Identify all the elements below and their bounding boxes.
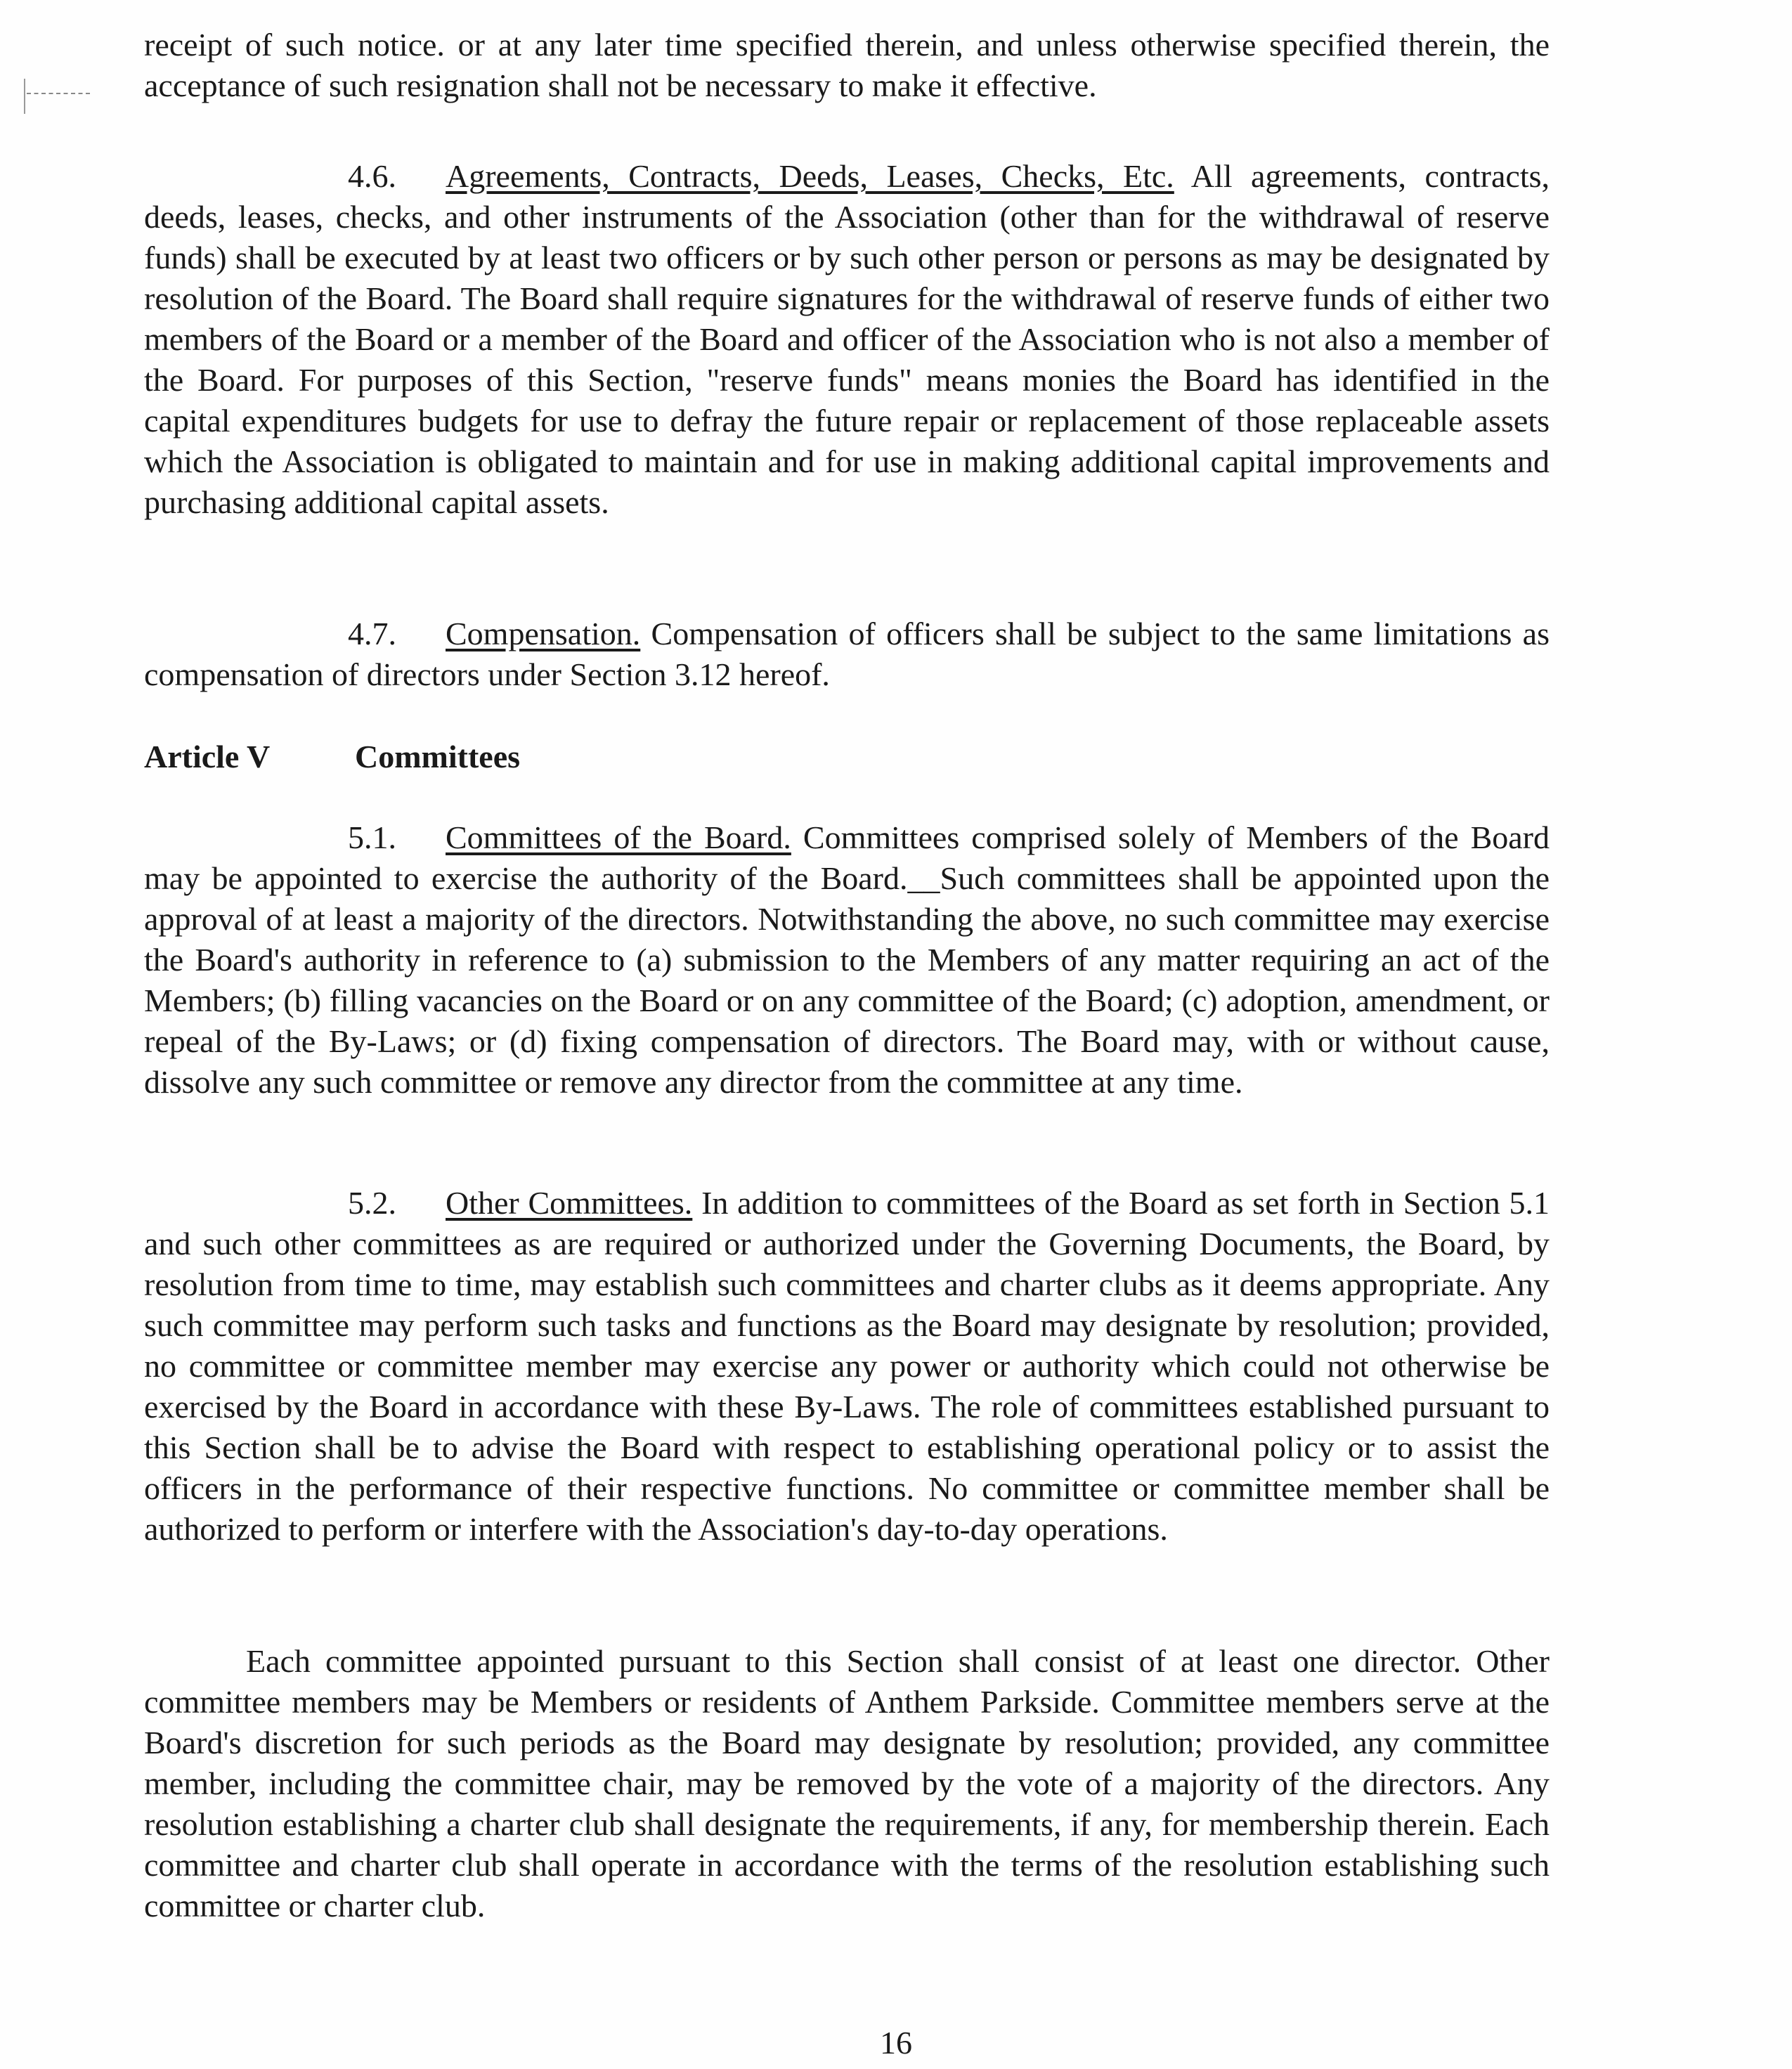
- section-body: All agreements, contracts, deeds, leases, checks, and other instruments of the Association (other than for the withdrawal of reserve funds) shall be executed by at least two officers or by such other person or persons as may be designated by resolution of the Board. The Board shall require signatures for the withdrawal of reserve funds of either two members of the Board or a member of the Board and officer of the Association who is not also a member of the Board. For purposes of this Section, "reserve funds" means monies the Board has identified in the capital expenditures budgets for use to defray the future repair or replacement of those replaceable assets which the Association is obligated to maintain and for use in making additional capital improvements and purchasing additional capital assets.: [144, 158, 1550, 520]
- section-heading: Agreements, Contracts, Deeds, Leases, Checks, Etc.: [446, 158, 1174, 194]
- article-heading: [144, 738, 520, 775]
- section-number: 5.2.: [348, 1185, 396, 1221]
- section-body: In addition to committees of the Board as set forth in Section 5.1 and such other committees as are required or authorized under the Governing Documents, the Board, by resolution from time to time, may establish such committees and charter clubs as it deems appropriate. Any such committee may perform such tasks and functions as the Board may designate by resolution; provided, no committee or committee member may exercise any power or authority which could not otherwise be exercised by the Board in accordance with these By-Laws. The role of committees established pursuant to this Section shall be to advise the Board with respect to establishing operational policy or to assist the officers in the performance of their respective functions. No committee or committee member shall be authorized to perform or interfere with the Association's day-to-day operations.: [144, 1185, 1550, 1547]
- section-number: 4.7.: [348, 616, 396, 651]
- page-number: 16: [880, 2025, 912, 2061]
- section-heading: Other Committees.: [446, 1185, 693, 1221]
- section-body: Committees comprised solely of Members of the Board may be appointed to exercise the authority of the Board.__Such committees shall be appointed upon the approval of at least a majority of the directors. Notwithstanding the above, no such committee may exercise the Board's authority in reference to (a) submission to the Members of any matter requiring an act of the Members; (b) filling vacancies on the Board or on any committee of the Board; (c) adoption, amendment, or repeal of the By-Laws; or (d) fixing compensation of directors. The Board may, with or without cause, dissolve any such committee or remove any director from the committee at any time.: [144, 819, 1550, 1100]
- margin-dash-mark: [27, 93, 90, 98]
- article-number: Article V: [144, 739, 271, 774]
- section-heading: Compensation.: [446, 616, 641, 651]
- section-number: 5.1.: [348, 819, 396, 855]
- section-number: 4.6.: [348, 158, 396, 194]
- section-heading: Committees of the Board.: [446, 819, 791, 855]
- paragraph-intro: receipt of such notice. or at any later time specified therein, and unless otherwise specified therein, the acceptance of such resignation shall not be necessary to make it effective.: [144, 27, 1550, 103]
- article-title: Committees: [355, 739, 521, 774]
- paragraph-committee-membership: Each committee appointed pursuant to this Section shall consist of at least one director. Other committee members may be Members or residents of Anthem Parkside. Committee members serve at the Board's discretion for such periods as the Board may designate by resolution; provided, any committee member, including the committee chair, may be removed by the vote of a majority of the directors. Any resolution establishing a charter club shall designate the requirements, if any, for membership therein. Each committee and charter club shall operate in accordance with the terms of the resolution establishing such committee or charter club.: [144, 1643, 1550, 1924]
- section-4-7: [144, 614, 1550, 695]
- section-5-2: [144, 1183, 1550, 1550]
- section-5-1: [144, 817, 1550, 1103]
- section-4-6: [144, 156, 1550, 523]
- section-body: Compensation of officers shall be subject to the same limitations as compensation of directors under Section 3.12 hereof.: [144, 616, 1550, 692]
